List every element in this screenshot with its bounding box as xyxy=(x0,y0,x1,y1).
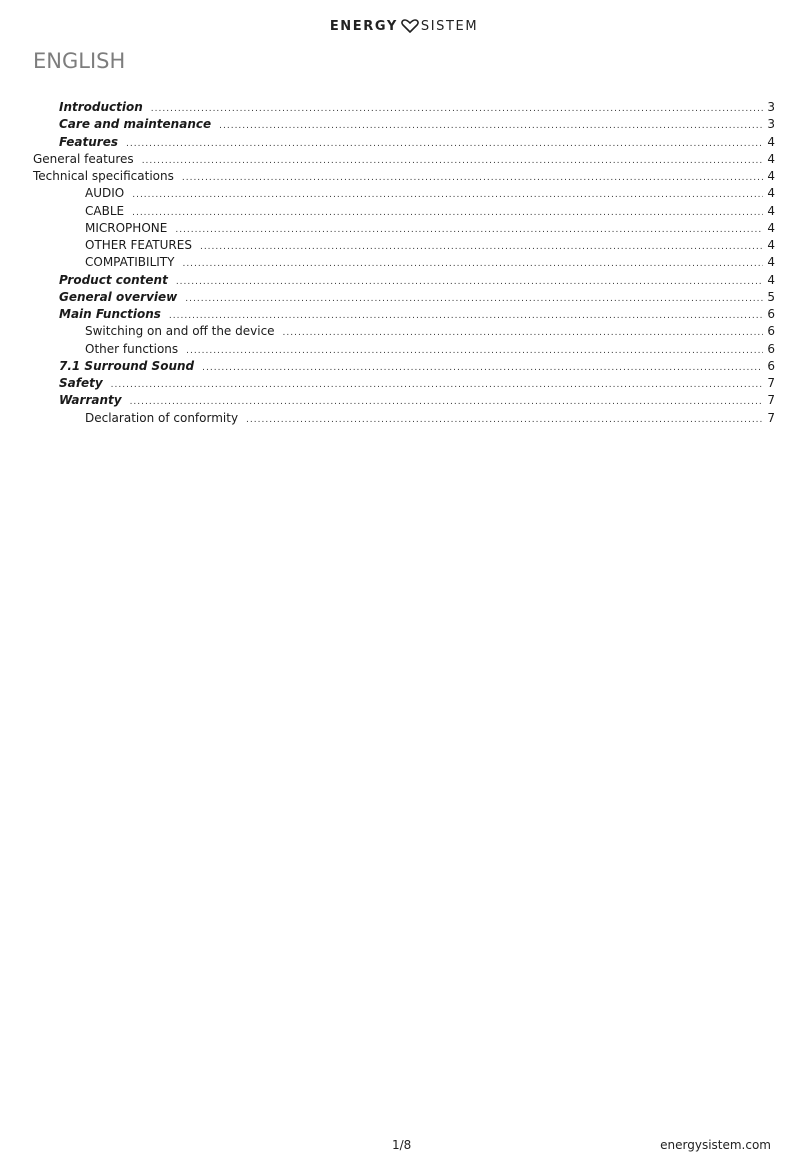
toc-dot-leader xyxy=(219,118,763,135)
toc-dot-leader xyxy=(182,256,763,273)
toc-dot-leader xyxy=(126,136,763,153)
toc-dot-leader xyxy=(246,412,763,429)
toc-entry-title: 7.1 Surround Sound xyxy=(59,358,195,373)
toc-entry-page: 5 xyxy=(767,289,775,304)
toc-entry-page: 4 xyxy=(767,169,775,183)
toc-dot-leader xyxy=(142,153,764,170)
toc-dot-leader xyxy=(283,325,764,342)
toc-entry-page: 7 xyxy=(767,376,775,390)
toc-entry-page: 4 xyxy=(767,272,775,287)
logo-text-energy: ENERGY xyxy=(329,18,398,34)
toc-dot-leader xyxy=(132,187,763,204)
toc-entry-title: Declaration of conformity xyxy=(85,410,239,425)
toc-entry-title: Technical specifications xyxy=(33,169,174,183)
toc-entry[interactable] xyxy=(33,151,775,168)
toc-entry[interactable] xyxy=(33,323,775,340)
toc-entry-page: 3 xyxy=(767,100,775,114)
toc-entry-page: 6 xyxy=(767,307,775,321)
toc-entry-title: Other functions xyxy=(85,341,179,356)
logo-text-sistem: SISTEM xyxy=(420,18,479,34)
toc-entry[interactable] xyxy=(33,272,775,289)
toc-entry-title: General overview xyxy=(59,289,178,304)
toc-dot-leader xyxy=(151,101,764,118)
toc-entry[interactable] xyxy=(33,392,775,409)
toc-entry-title: Switching on and off the device xyxy=(85,324,275,339)
toc-entry[interactable] xyxy=(33,220,775,237)
toc-entry-page: 4 xyxy=(767,186,775,201)
toc-entry-page: 6 xyxy=(767,358,775,373)
toc-entry[interactable] xyxy=(33,341,775,358)
toc-entry[interactable] xyxy=(33,375,775,392)
toc-entry-title: General features xyxy=(33,151,134,166)
toc-entry-title: Safety xyxy=(59,376,103,390)
toc-entry-page: 4 xyxy=(767,134,775,149)
toc-entry[interactable] xyxy=(33,410,775,427)
toc-entry[interactable] xyxy=(33,358,775,375)
toc-entry-title: Main Functions xyxy=(59,307,161,321)
toc-entry-page: 7 xyxy=(767,393,775,408)
toc-dot-leader xyxy=(182,170,764,187)
toc-dot-leader xyxy=(111,377,764,394)
toc-dot-leader xyxy=(185,291,763,308)
toc-dot-leader xyxy=(200,239,763,256)
toc-entry-page: 4 xyxy=(767,238,775,252)
toc-entry-title: Features xyxy=(59,134,118,149)
toc-entry[interactable] xyxy=(33,237,775,254)
toc-entry-title: Care and maintenance xyxy=(59,117,212,132)
section-title: ENGLISH xyxy=(33,49,126,73)
toc-entry-title: CABLE xyxy=(85,203,125,218)
brand-logo xyxy=(0,16,808,36)
toc-entry-page: 4 xyxy=(767,255,775,270)
toc-dot-leader xyxy=(202,360,763,377)
toc-dot-leader xyxy=(186,343,763,360)
toc-entry-page: 4 xyxy=(767,220,775,235)
toc-dot-leader xyxy=(132,205,763,222)
toc-entry-title: MICROPHONE xyxy=(85,220,168,235)
toc-entry-page: 4 xyxy=(767,151,775,166)
toc-entry[interactable] xyxy=(33,99,775,116)
website-link[interactable]: energysistem.com xyxy=(660,1138,771,1152)
toc-dot-leader xyxy=(175,222,763,239)
toc-entry-title: AUDIO xyxy=(85,186,125,201)
toc-entry[interactable] xyxy=(33,254,775,271)
toc-entry-title: COMPATIBILITY xyxy=(85,255,175,270)
toc-entry[interactable] xyxy=(33,134,775,151)
heart-check-icon xyxy=(401,19,419,33)
toc-entry[interactable] xyxy=(33,306,775,323)
toc-dot-leader xyxy=(176,274,764,291)
toc-entry[interactable] xyxy=(33,168,775,185)
toc-entry[interactable] xyxy=(33,185,775,202)
toc-entry-page: 7 xyxy=(767,410,775,425)
table-of-contents xyxy=(33,99,775,427)
toc-entry-page: 6 xyxy=(767,324,775,339)
toc-entry-title: OTHER FEATURES xyxy=(85,238,192,252)
toc-entry-page: 4 xyxy=(767,203,775,218)
toc-entry-title: Introduction xyxy=(59,100,143,114)
toc-entry-title: Warranty xyxy=(59,393,122,408)
toc-entry-page: 6 xyxy=(767,341,775,356)
toc-entry[interactable] xyxy=(33,116,775,133)
toc-entry[interactable] xyxy=(33,203,775,220)
toc-entry-title: Product content xyxy=(59,272,168,287)
toc-entry[interactable] xyxy=(33,289,775,306)
page-number: 1/8 xyxy=(392,1138,412,1152)
toc-entry-page: 3 xyxy=(767,117,775,132)
